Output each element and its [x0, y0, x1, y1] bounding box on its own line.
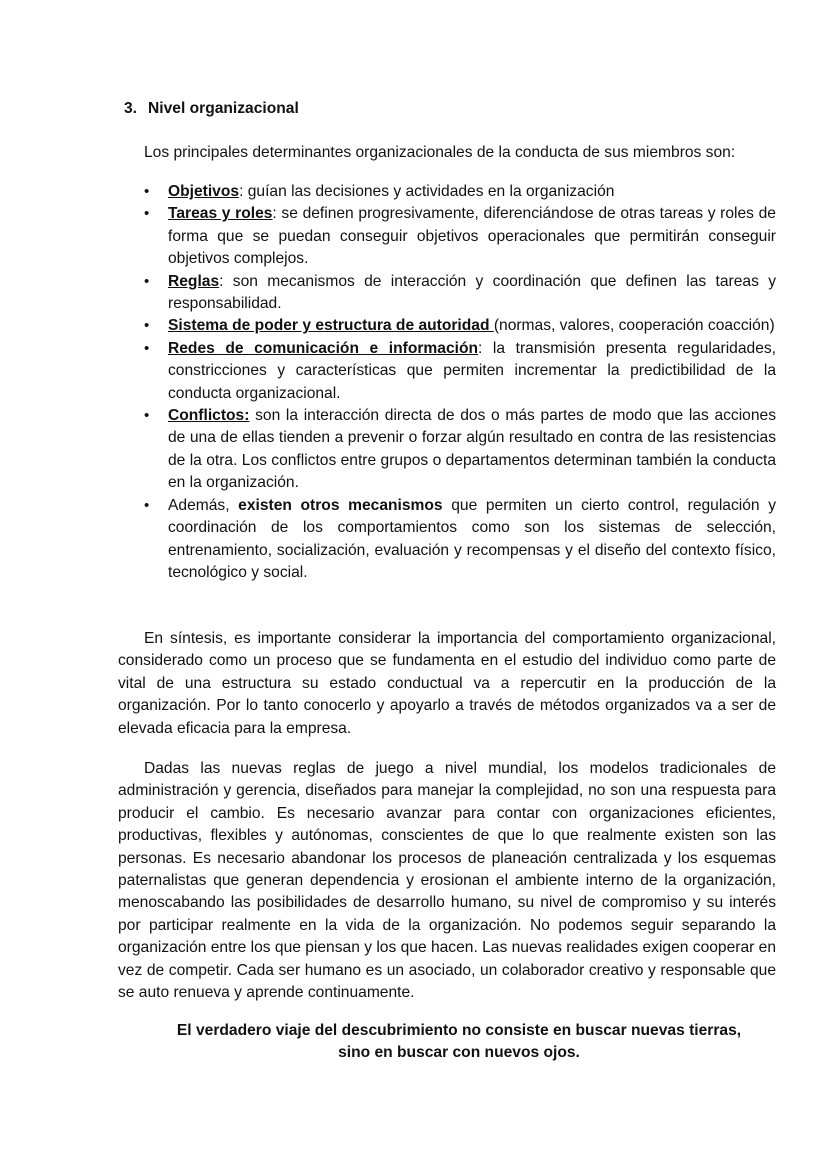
bullet-icon: • — [144, 183, 150, 200]
list-item — [144, 338, 776, 405]
list-item — [144, 495, 776, 585]
list-item-term: Objetivos — [168, 183, 240, 200]
paragraph-text: En síntesis, es importante considerar la importancia del comportamiento organizacional, considerado como un proceso que se fundamenta en el estudio del individuo como parte de vital de una estructura su estado conductual va a repercutir en la producción de la organización. Por lo tanto conocerlo y apoyarlo a través de métodos organizados va a ser de elevada eficacia para la empresa. — [118, 630, 776, 737]
section-number: 3. — [124, 100, 138, 117]
list-item-text: : son mecanismos de interacción y coordinación que definen las tareas y responsabilidad. — [168, 272, 776, 313]
bullet-icon: • — [144, 317, 150, 335]
bullet-icon: • — [144, 339, 150, 357]
bullet-icon: • — [144, 496, 150, 514]
new-rules-paragraph — [118, 758, 776, 1004]
list-item-term: Reglas — [168, 272, 220, 290]
paragraph-text: Dadas las nuevas reglas de juego a nivel mundial, los modelos tradicionales de administración y gerencia, diseñados para manejar la complejidad, no son una respuesta para producir el cambio. Es necesario avanzar para contar con organizaciones eficientes, productivas, flexibles y autónomas, conscientes de que lo que realmente existen son las personas. Es necesario abandonar los procesos de planeación centralizada y los esquemas paternalistas que generan dependencia y erosionan el ambiente interno de la organización, menoscabando las posibilidades de desarrollo humano, su nivel de compromiso y su interés por participar realmente en la vida de la organización. No podemos seguir separando la organización entre los que piensan y los que hacen. Las nuevas realidades exigen cooperar en vez de competir. Cada ser humano es un asociado, un colaborador creativo y responsable que se auto renueva y aprende continuamente. — [118, 760, 776, 1002]
synthesis-paragraph — [118, 628, 776, 740]
list-item-term: Redes de comunicación e información — [168, 339, 479, 357]
section-title: Nivel organizacional — [148, 100, 299, 117]
quote-line-1: El verdadero viaje del descubrimiento no consiste en buscar nuevas tierras, — [176, 1022, 742, 1039]
list-item-lead: Además, — [168, 496, 239, 514]
list-item-text: : se definen progresivamente, diferenciándose de otras tareas y roles de forma que se puedan conseguir objetivos operacionales que permitirán conseguir objetivos complejos. — [168, 205, 776, 268]
section-heading — [124, 98, 299, 120]
list-item — [144, 181, 776, 203]
list-item-text: son la interacción directa de dos o más partes de modo que las acciones de una de ellas tienden a prevenir o forzar algún resultado en contra de las resistencias de la otra. Los conflictos entre grupos o departamentos determinan también la conducta en la organización. — [168, 407, 776, 492]
list-item-term: Sistema de poder y estructura de autoridad — [168, 317, 494, 335]
quote-line-2: sino en buscar con nuevos ojos. — [338, 1044, 580, 1062]
list-item-term: Conflictos: — [168, 407, 250, 425]
list-item-text: : la transmisión presenta regularidades, constricciones y características que permiten incrementar la predictibilidad de la conducta organizacional. — [168, 339, 776, 402]
list-item — [144, 315, 776, 337]
list-item-text: (normas, valores, cooperación coacción) — [493, 317, 775, 335]
list-item — [144, 405, 776, 495]
closing-quote — [118, 1020, 800, 1065]
list-item-term: Tareas y roles — [168, 205, 273, 223]
bullet-icon: • — [144, 272, 150, 290]
list-item-text: que permiten un cierto control, regulación y coordinación de los comportamientos como son los sistemas de selección, entrenamiento, socialización, evaluación y recompensas y el diseño del contexto físico, tecnológico y social. — [168, 496, 776, 581]
intro-paragraph: Los principales determinantes organizacionales de la conducta de sus miembros son: — [144, 144, 736, 161]
list-item-emphasis: existen otros mecanismos — [238, 496, 443, 514]
bullet-icon: • — [144, 205, 150, 223]
list-item — [144, 271, 776, 316]
determinants-list — [144, 181, 776, 584]
bullet-icon: • — [144, 407, 150, 425]
list-item — [144, 203, 776, 270]
list-item-text: : guían las decisiones y actividades en la organización — [239, 183, 615, 200]
